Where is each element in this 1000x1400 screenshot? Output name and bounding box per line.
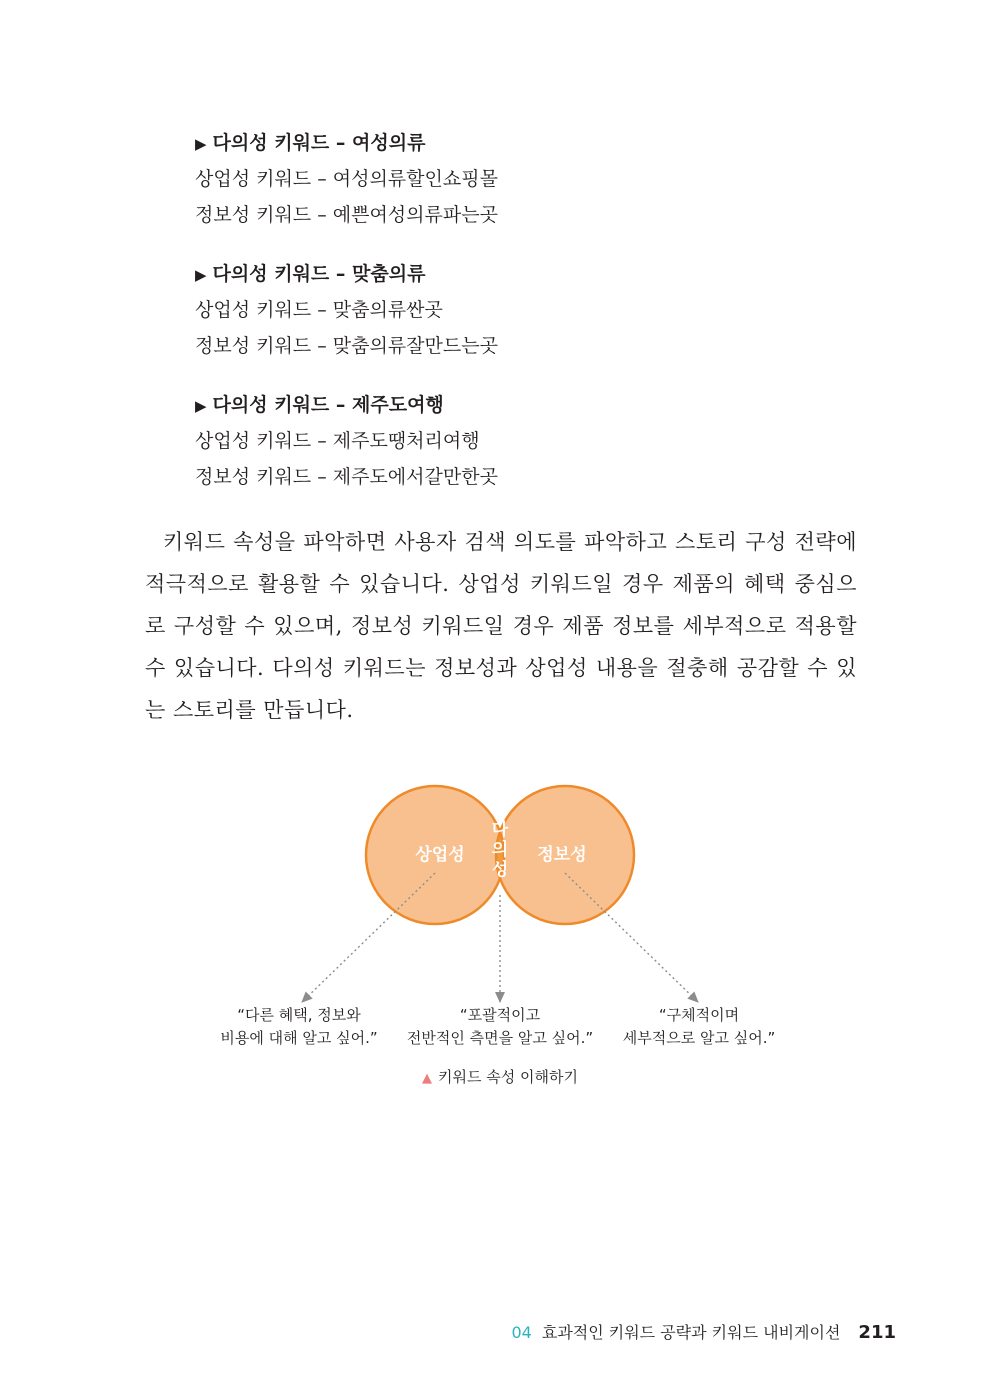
quote-line: 전반적인 측면을 알고 싶어.” bbox=[406, 1029, 594, 1047]
triangle-right-icon: ▶ bbox=[195, 397, 207, 415]
keyword-group-3 bbox=[195, 387, 835, 495]
informational-keyword-line: 정보성 키워드 – 예쁜여성의류파는곳 bbox=[195, 204, 498, 226]
triangle-right-icon: ▶ bbox=[195, 266, 207, 284]
keyword-group-2 bbox=[195, 256, 835, 364]
keyword-group-heading: ▶ 다의성 키워드 – 제주도여행 bbox=[195, 394, 444, 416]
informational-keyword-line: 정보성 키워드 – 맞춤의류잘만드는곳 bbox=[195, 335, 498, 357]
polysemy-label-char-2: 의 bbox=[491, 840, 509, 860]
chapter-title: 효과적인 키워드 공략과 키워드 내비게이션 bbox=[541, 1323, 841, 1342]
page-footer bbox=[512, 1320, 897, 1343]
commercial-label: 상업성 bbox=[415, 845, 465, 865]
commercial-keyword-line: 상업성 키워드 – 제주도땡처리여행 bbox=[195, 430, 480, 452]
quote-line: “포괄적이고 bbox=[459, 1006, 541, 1024]
body-paragraph bbox=[145, 521, 857, 731]
polysemy-label-char-1: 다 bbox=[491, 820, 509, 840]
figure-caption: ▲ 키워드 속성 이해하기 bbox=[422, 1068, 578, 1086]
keyword-group-heading: ▶ 다의성 키워드 – 맞춤의류 bbox=[195, 263, 426, 285]
polysemy-quote bbox=[385, 1004, 615, 1050]
informational-keyword-line: 정보성 키워드 – 제주도에서갈만한곳 bbox=[195, 466, 498, 488]
keyword-group-heading: ▶ 다의성 키워드 – 여성의류 bbox=[195, 132, 426, 154]
quote-line: 비용에 대해 알고 싶어.” bbox=[220, 1029, 378, 1047]
chapter-number: 04 bbox=[511, 1323, 532, 1342]
polysemy-label-char-3: 성 bbox=[491, 860, 509, 880]
triangle-right-icon: ▶ bbox=[195, 135, 207, 153]
quote-line: “구체적이며 bbox=[658, 1006, 740, 1024]
body-paragraph-text: 키워드 속성을 파악하면 사용자 검색 의도를 파악하고 스토리 구성 전략에 적극적으로 활용할 수 있습니다. 상업성 키워드일 경우 제품의 혜택 중심으로 구성할 수 있으며, 정보성 키워드일 경우 제품 정보를 세부적으로 적용할 수 있습니다. 다의성 키워드는 정보성과 상업성 내용을 절충해 공감할 수 있는 스토리를 만듭니다. bbox=[145, 530, 857, 722]
commercial-quote bbox=[184, 1004, 414, 1050]
informational-quote bbox=[584, 1004, 814, 1050]
page-number: 211 bbox=[858, 1322, 896, 1343]
keyword-group-1 bbox=[195, 125, 835, 233]
commercial-keyword-line: 상업성 키워드 – 여성의류할인쇼핑몰 bbox=[195, 168, 498, 190]
informational-label: 정보성 bbox=[537, 845, 587, 865]
quote-line: 세부적으로 알고 싶어.” bbox=[622, 1029, 776, 1047]
quote-line: “다른 혜택, 정보와 bbox=[237, 1006, 361, 1024]
triangle-up-icon: ▲ bbox=[422, 1071, 433, 1086]
commercial-keyword-line: 상업성 키워드 – 맞춤의류싼곳 bbox=[195, 299, 443, 321]
